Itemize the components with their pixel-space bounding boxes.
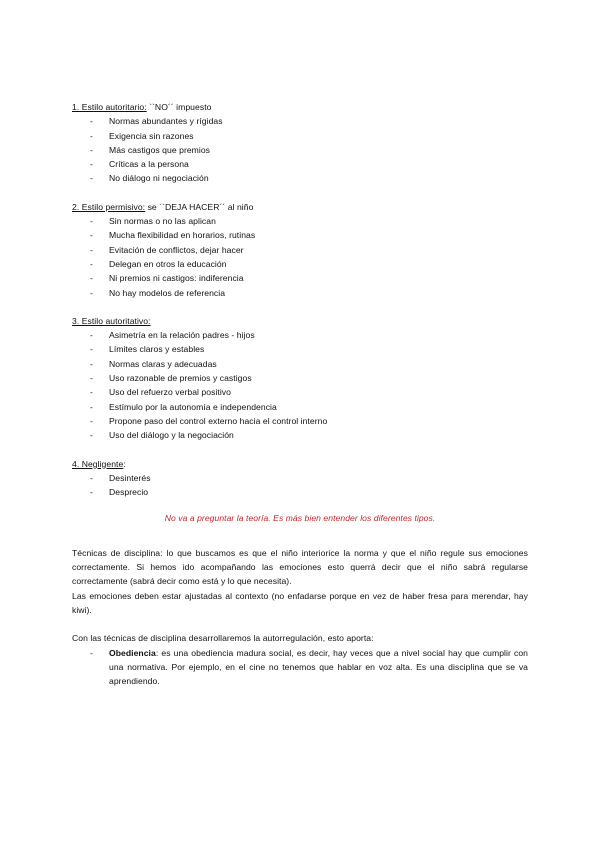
teacher-note: No va a preguntar la teoría. Es más bien entender los diferentes tipos. bbox=[164, 513, 436, 524]
spacer bbox=[72, 617, 528, 631]
list-item-text: Delegan en otros la educación bbox=[109, 258, 227, 269]
style-list bbox=[72, 471, 528, 500]
list-item-text: Límites claros y estables bbox=[109, 344, 205, 355]
list-item-text: Evitación de conflictos, dejar hacer bbox=[109, 244, 244, 255]
list-item bbox=[72, 114, 528, 128]
benefits-list bbox=[72, 646, 528, 689]
dash-marker: - bbox=[90, 273, 93, 284]
dash-marker: - bbox=[90, 387, 93, 398]
list-item bbox=[72, 157, 528, 171]
dash-marker: - bbox=[90, 487, 93, 498]
section-heading bbox=[72, 457, 528, 471]
list-item bbox=[72, 371, 528, 385]
section-negligent bbox=[72, 457, 528, 500]
dash-marker: - bbox=[90, 244, 93, 255]
list-item bbox=[72, 286, 528, 300]
list-item-text: Normas claras y adecuadas bbox=[109, 358, 217, 369]
list-item-text: Normas abundantes y rígidas bbox=[109, 116, 223, 127]
list-item bbox=[72, 271, 528, 285]
list-item-obedience bbox=[72, 646, 528, 689]
list-item bbox=[72, 171, 528, 185]
list-item-text: Desprecio bbox=[109, 487, 149, 498]
list-item-text: Propone paso del control externo hacia el control interno bbox=[109, 415, 328, 426]
list-item bbox=[72, 400, 528, 414]
paragraph-discipline-techniques: Técnicas de disciplina: lo que buscamos es que el niño interiorice la norma y que el niño regule sus emociones correctamente. Si hemos ido acompañando las emociones esto querrá decir que el niño sabrá regularse correctamente (sabrá decir como está y lo que necesita). bbox=[72, 547, 528, 587]
section-authoritarian bbox=[72, 100, 528, 186]
dash-marker: - bbox=[90, 358, 93, 369]
document-content bbox=[72, 100, 528, 688]
dash-marker: - bbox=[90, 430, 93, 441]
list-item-text: Desinterés bbox=[109, 472, 151, 483]
list-item bbox=[72, 228, 528, 242]
section-authoritative bbox=[72, 314, 528, 443]
list-item-text: Críticas a la persona bbox=[109, 159, 189, 170]
style-list bbox=[72, 328, 528, 442]
list-item bbox=[72, 143, 528, 157]
list-item bbox=[72, 471, 528, 485]
dash-marker: - bbox=[90, 258, 93, 269]
list-item-text: Mucha flexibilidad en horarios, rutinas bbox=[109, 230, 256, 241]
heading-underlined: 1. Estilo autoritario: bbox=[72, 102, 147, 112]
list-item-text: Más castigos que premios bbox=[109, 144, 211, 155]
list-item-text: Uso del diálogo y la negociación bbox=[109, 430, 234, 441]
list-item-text: No diálogo ni negociación bbox=[109, 173, 209, 184]
heading-underlined: 4. Negligente bbox=[72, 458, 124, 469]
dash-marker: - bbox=[90, 344, 93, 355]
list-item-text: Uso razonable de premios y castigos bbox=[109, 373, 252, 384]
list-item-text: Ni premios ni castigos: indiferencia bbox=[109, 273, 244, 284]
section-permissive bbox=[72, 200, 528, 300]
dash-marker: - bbox=[90, 144, 93, 155]
bullet-text: : es una obediencia madura social, es decir, hay veces que a nivel social hay que cumplir con una normativa. Por ejemplo, en el cine no tenemos que hablar en voz alta. Es una disciplina que se va aprendiendo. bbox=[109, 647, 528, 687]
dash-marker: - bbox=[90, 647, 93, 658]
style-list bbox=[72, 214, 528, 300]
list-item-text: Uso del refuerzo verbal positivo bbox=[109, 387, 231, 398]
dash-marker: - bbox=[90, 287, 93, 298]
dash-marker: - bbox=[90, 401, 93, 412]
dash-marker: - bbox=[90, 159, 93, 170]
list-item bbox=[72, 414, 528, 428]
dash-marker: - bbox=[90, 415, 93, 426]
list-item bbox=[72, 129, 528, 143]
dash-marker: - bbox=[90, 173, 93, 184]
section-heading bbox=[72, 100, 528, 114]
dash-marker: - bbox=[90, 130, 93, 141]
dash-marker: - bbox=[90, 373, 93, 384]
paragraph-emotions-context: Las emociones deben estar ajustadas al contexto (no enfadarse porque en vez de haber fresa para merendar, hay kiwi). bbox=[72, 590, 528, 615]
list-item bbox=[72, 328, 528, 342]
list-item bbox=[72, 428, 528, 442]
section-heading bbox=[72, 200, 528, 214]
heading-underlined: 2. Estilo permisivo: bbox=[72, 201, 146, 212]
dash-marker: - bbox=[90, 230, 93, 241]
list-item-text: Exigencia sin razones bbox=[109, 130, 194, 141]
heading-rest: ``NO´´ impuesto bbox=[146, 102, 212, 112]
heading-rest: se ``DEJA HACER´´ al niño bbox=[145, 201, 254, 212]
dash-marker: - bbox=[90, 116, 93, 127]
list-item-text: Asimetría en la relación padres - hijos bbox=[109, 330, 255, 341]
list-item bbox=[72, 257, 528, 271]
dash-marker: - bbox=[90, 472, 93, 483]
heading-underlined: 3. Estilo autoritativo: bbox=[72, 315, 151, 326]
list-item-text: No hay modelos de referencia bbox=[109, 287, 226, 298]
list-item-text: Estímulo por la autonomía e independencia bbox=[109, 401, 277, 412]
section-heading bbox=[72, 314, 528, 328]
dash-marker: - bbox=[90, 330, 93, 341]
list-item bbox=[72, 214, 528, 228]
list-item bbox=[72, 243, 528, 257]
bullet-term: Obediencia bbox=[109, 647, 156, 658]
list-item bbox=[72, 357, 528, 371]
paragraph-self-regulation: Con las técnicas de disciplina desarrollaremos la autorregulación, esto aporta: bbox=[72, 633, 374, 644]
list-item-text: Sin normas o no las aplican bbox=[109, 216, 216, 227]
heading-rest: : bbox=[123, 458, 126, 469]
dash-marker: - bbox=[90, 216, 93, 227]
list-item bbox=[72, 485, 528, 499]
list-item bbox=[72, 342, 528, 356]
style-list bbox=[72, 114, 528, 185]
list-item bbox=[72, 385, 528, 399]
